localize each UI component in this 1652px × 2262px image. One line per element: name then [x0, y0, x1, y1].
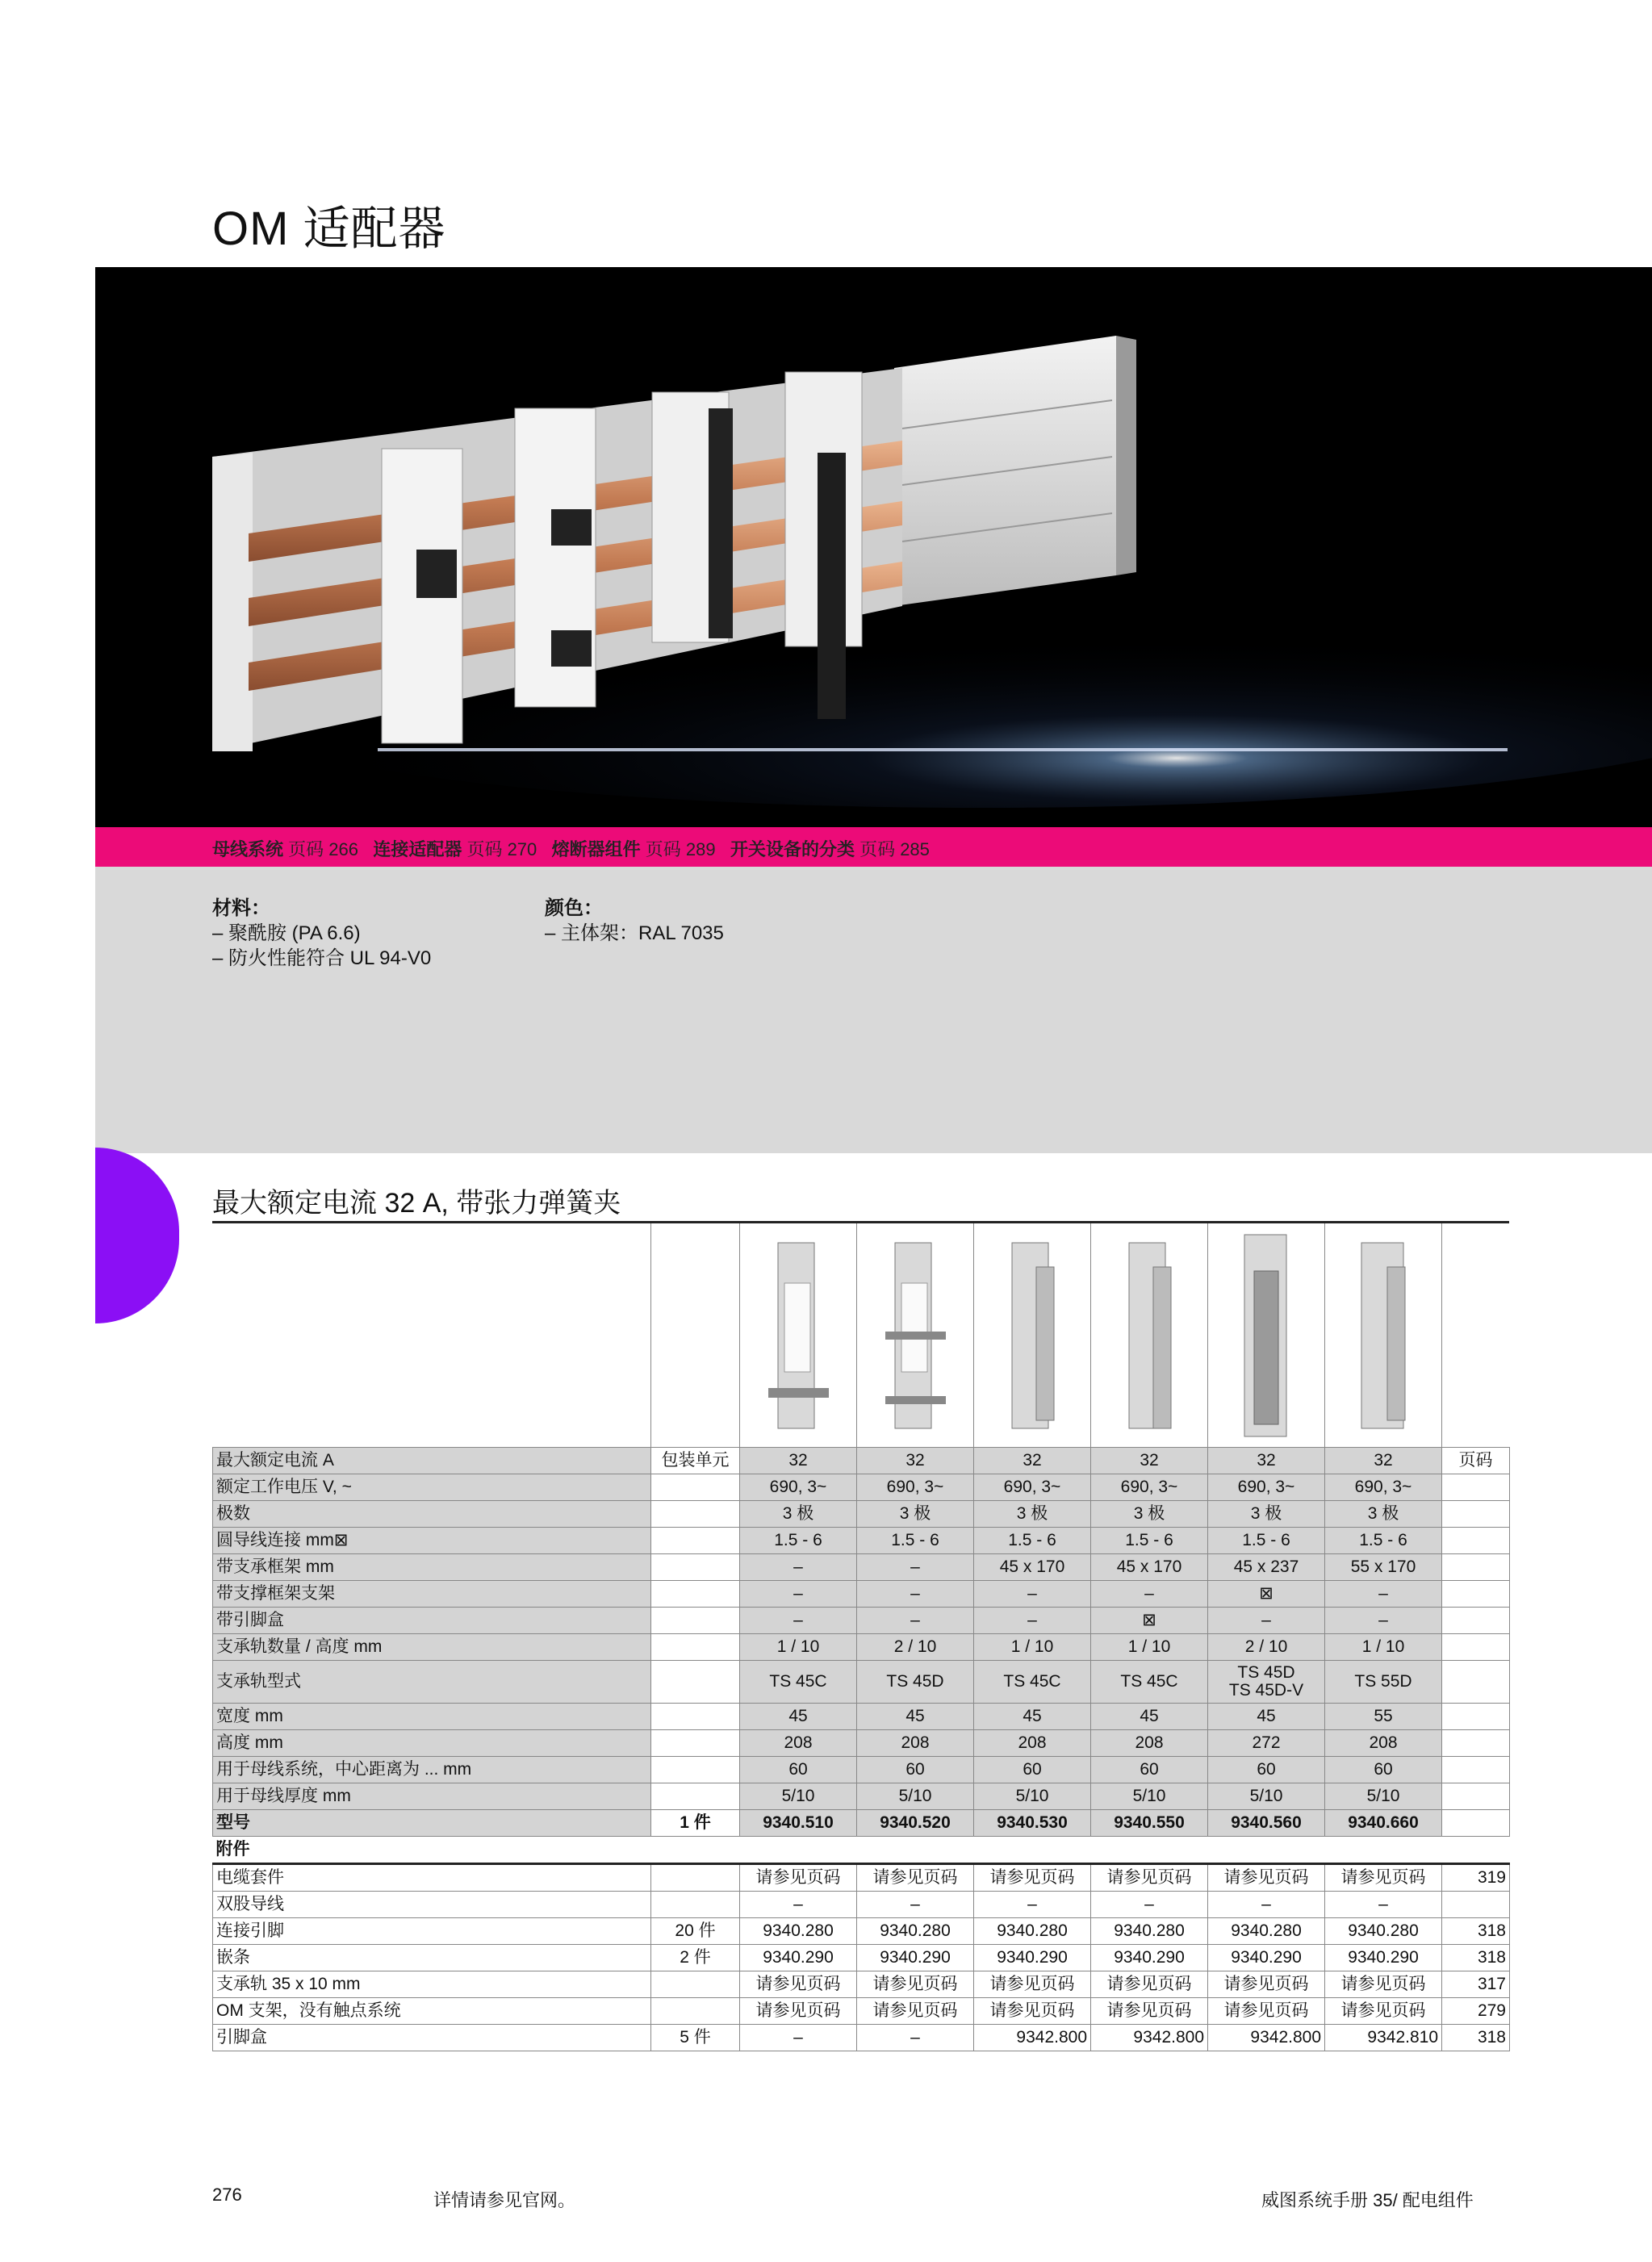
value-cell: 9340.290	[974, 1945, 1091, 1971]
row-label: 带支承框架 mm	[213, 1554, 651, 1581]
value-cell: 9340.660	[1325, 1810, 1442, 1837]
value-cell: 9340.280	[1091, 1918, 1208, 1945]
value-cell: 请参见页码	[1325, 1971, 1442, 1998]
value-cell: 32	[1091, 1448, 1208, 1474]
page-ref-cell	[1442, 1501, 1510, 1528]
value-cell: 请参见页码	[1208, 1864, 1325, 1892]
value-cell: –	[1091, 1581, 1208, 1608]
pack-unit-cell	[651, 1581, 740, 1608]
value-cell: –	[974, 1581, 1091, 1608]
value-cell: TS 45D	[857, 1661, 974, 1704]
spec-row	[213, 1730, 1510, 1757]
accessory-row	[213, 1864, 1510, 1892]
value-cell: 1.5 - 6	[1091, 1528, 1208, 1554]
value-cell: 1.5 - 6	[1325, 1528, 1442, 1554]
accessory-row	[213, 2025, 1510, 2051]
value-cell: 9342.800	[1091, 2025, 1208, 2051]
value-cell: 5/10	[740, 1783, 857, 1810]
product-thumb-3	[974, 1223, 1091, 1448]
ref-fuse-name[interactable]: 熔断器组件	[551, 839, 641, 859]
product-thumb-1	[740, 1223, 857, 1448]
value-cell: 9340.510	[740, 1810, 857, 1837]
value-cell: 请参见页码	[1325, 1864, 1442, 1892]
pack-unit-cell	[651, 1634, 740, 1661]
page-number: 276	[212, 2185, 242, 2205]
row-label: 支承轨型式	[213, 1661, 651, 1704]
row-label: 电缆套件	[213, 1864, 651, 1892]
value-cell: –	[1091, 1892, 1208, 1918]
spec-row	[213, 1501, 1510, 1528]
value-cell: 3 极	[857, 1501, 974, 1528]
value-cell: TS 55D	[1325, 1661, 1442, 1704]
value-cell: 5/10	[1325, 1783, 1442, 1810]
value-cell: 请参见页码	[740, 1864, 857, 1892]
pack-unit-cell	[651, 1971, 740, 1998]
value-cell: 60	[1208, 1757, 1325, 1783]
page-title: OM 适配器	[212, 203, 446, 255]
page-ref-cell	[1442, 1757, 1510, 1783]
value-cell: 5/10	[1208, 1783, 1325, 1810]
pack-unit-cell	[651, 1608, 740, 1634]
section-marker-tab	[95, 1148, 179, 1323]
pack-unit-cell	[651, 1730, 740, 1757]
value-cell: 45 x 170	[974, 1554, 1091, 1581]
value-cell: 690, 3~	[974, 1474, 1091, 1501]
color-line: – 主体架：RAL 7035	[545, 922, 724, 944]
page-ref-cell	[1442, 1892, 1510, 1918]
value-cell: –	[1325, 1608, 1442, 1634]
value-cell: 32	[740, 1448, 857, 1474]
value-cell: 690, 3~	[1091, 1474, 1208, 1501]
value-cell: 9340.530	[974, 1810, 1091, 1837]
value-cell: 2 / 10	[1208, 1634, 1325, 1661]
value-cell: 272	[1208, 1730, 1325, 1757]
value-cell: –	[1208, 1892, 1325, 1918]
value-cell: 9342.800	[974, 2025, 1091, 2051]
pack-unit-cell: 包装单元	[651, 1448, 740, 1474]
model-number-row	[213, 1810, 1510, 1837]
value-cell: 60	[857, 1757, 974, 1783]
row-label: 支承轨 35 x 10 mm	[213, 1971, 651, 1998]
pack-unit-cell	[651, 1757, 740, 1783]
value-cell: 9340.290	[1091, 1945, 1208, 1971]
value-cell: 1.5 - 6	[974, 1528, 1091, 1554]
value-cell: –	[740, 1581, 857, 1608]
value-cell: 60	[974, 1757, 1091, 1783]
value-cell: 9340.280	[857, 1918, 974, 1945]
value-cell: 9340.290	[1208, 1945, 1325, 1971]
spec-table	[212, 1223, 1510, 2051]
value-cell: –	[857, 1581, 974, 1608]
row-label: 连接引脚	[213, 1918, 651, 1945]
product-thumb-6	[1325, 1223, 1442, 1448]
value-cell: –	[974, 1608, 1091, 1634]
value-cell: –	[857, 2025, 974, 2051]
spec-row	[213, 1554, 1510, 1581]
page-ref-cell	[1442, 1554, 1510, 1581]
material-line: – 聚酰胺 (PA 6.6)	[212, 922, 361, 944]
value-cell: 请参见页码	[857, 1864, 974, 1892]
value-cell: 请参见页码	[740, 1971, 857, 1998]
spec-row	[213, 1448, 1510, 1474]
ref-busbar-page[interactable]: 页码 266	[288, 839, 358, 859]
value-cell: 2 / 10	[857, 1634, 974, 1661]
value-cell: TS 45C	[740, 1661, 857, 1704]
product-thumb-5	[1208, 1223, 1325, 1448]
value-cell: 1.5 - 6	[740, 1528, 857, 1554]
value-cell: 45 x 170	[1091, 1554, 1208, 1581]
row-label: 高度 mm	[213, 1730, 651, 1757]
value-cell: 请参见页码	[974, 1971, 1091, 1998]
value-cell: ⊠	[1091, 1608, 1208, 1634]
pack-unit-cell: 1 件	[651, 1810, 740, 1837]
value-cell: 208	[740, 1730, 857, 1757]
row-label: 带支撑框架支架	[213, 1581, 651, 1608]
value-cell: 请参见页码	[1091, 1998, 1208, 2025]
value-cell: 请参见页码	[857, 1998, 974, 2025]
page-ref-cell: 318	[1442, 1918, 1510, 1945]
value-cell: 55 x 170	[1325, 1554, 1442, 1581]
accessories-header-row	[213, 1837, 1510, 1864]
spec-row	[213, 1757, 1510, 1783]
value-cell: 45	[1091, 1704, 1208, 1730]
pack-unit-cell	[651, 1474, 740, 1501]
value-cell: 45	[974, 1704, 1091, 1730]
pack-unit-cell	[651, 1528, 740, 1554]
value-cell: –	[1325, 1892, 1442, 1918]
hero-product-image	[95, 267, 1652, 827]
row-label: 双股导线	[213, 1892, 651, 1918]
page-ref-cell: 279	[1442, 1998, 1510, 2025]
value-cell: 9340.280	[974, 1918, 1091, 1945]
value-cell: 208	[1325, 1730, 1442, 1757]
page-ref-cell	[1442, 1474, 1510, 1501]
page-ref-cell: 319	[1442, 1864, 1510, 1892]
value-cell: 5/10	[857, 1783, 974, 1810]
row-label: 圆导线连接 mm⊠	[213, 1528, 651, 1554]
value-cell: 60	[740, 1757, 857, 1783]
value-cell: 45 x 237	[1208, 1554, 1325, 1581]
value-cell: 请参见页码	[974, 1998, 1091, 2025]
section-title: 最大额定电流 32 A, 带张力弹簧夹	[212, 1188, 621, 1219]
value-cell: 3 极	[740, 1501, 857, 1528]
pack-unit-cell	[651, 1783, 740, 1810]
footer-title: 威图系统手册 35/ 配电组件	[1261, 2190, 1474, 2210]
color-block	[545, 896, 724, 946]
spec-row	[213, 1474, 1510, 1501]
pack-unit-cell	[651, 1661, 740, 1704]
value-cell: 208	[974, 1730, 1091, 1757]
value-cell: 3 极	[974, 1501, 1091, 1528]
accessory-row	[213, 1971, 1510, 1998]
material-heading: 材料：	[212, 897, 270, 919]
spec-row	[213, 1704, 1510, 1730]
value-cell: 9340.290	[740, 1945, 857, 1971]
accessory-row	[213, 1918, 1510, 1945]
value-cell: TS 45C	[974, 1661, 1091, 1704]
row-label: 最大额定电流 A	[213, 1448, 651, 1474]
row-label: 嵌条	[213, 1945, 651, 1971]
material-block	[212, 896, 431, 971]
page-ref-cell	[1442, 1634, 1510, 1661]
page-ref-cell: 317	[1442, 1971, 1510, 1998]
row-label: 型号	[213, 1810, 651, 1837]
value-cell: –	[740, 2025, 857, 2051]
page-ref-cell	[1442, 1661, 1510, 1704]
value-cell: 55	[1325, 1704, 1442, 1730]
value-cell: 690, 3~	[1325, 1474, 1442, 1501]
spec-row	[213, 1528, 1510, 1554]
ref-adapter-name[interactable]: 连接适配器	[373, 839, 462, 859]
value-cell: 9340.520	[857, 1810, 974, 1837]
pack-unit-cell	[651, 1704, 740, 1730]
spec-row	[213, 1634, 1510, 1661]
value-cell: 3 极	[1325, 1501, 1442, 1528]
accessory-row	[213, 1998, 1510, 2025]
pack-unit-cell	[651, 1554, 740, 1581]
row-label: 带引脚盒	[213, 1608, 651, 1634]
value-cell: 5/10	[974, 1783, 1091, 1810]
page-ref-cell	[1442, 1810, 1510, 1837]
page-ref-cell: 页码	[1442, 1448, 1510, 1474]
pack-unit-cell	[651, 1864, 740, 1892]
value-cell: 3 极	[1208, 1501, 1325, 1528]
value-cell: 32	[1325, 1448, 1442, 1474]
footer-note: 详情请参见官网。	[433, 2190, 576, 2210]
value-cell: 9340.550	[1091, 1810, 1208, 1837]
value-cell: TS 45C	[1091, 1661, 1208, 1704]
accessory-row	[213, 1892, 1510, 1918]
spec-row	[213, 1661, 1510, 1704]
value-cell: 5/10	[1091, 1783, 1208, 1810]
row-label: 支承轨数量 / 高度 mm	[213, 1634, 651, 1661]
value-cell: 1 / 10	[1325, 1634, 1442, 1661]
product-image-row	[213, 1223, 1510, 1448]
pack-unit-cell	[651, 1998, 740, 2025]
value-cell: 1 / 10	[740, 1634, 857, 1661]
spec-row	[213, 1783, 1510, 1810]
value-cell: 请参见页码	[1091, 1971, 1208, 1998]
accessory-row	[213, 1945, 1510, 1971]
value-cell: 45	[857, 1704, 974, 1730]
value-cell: 请参见页码	[1208, 1998, 1325, 2025]
value-cell: 请参见页码	[1325, 1998, 1442, 2025]
value-cell: 60	[1325, 1757, 1442, 1783]
value-cell: 690, 3~	[1208, 1474, 1325, 1501]
row-label: 宽度 mm	[213, 1704, 651, 1730]
row-label: OM 支架，没有触点系统	[213, 1998, 651, 2025]
spec-row	[213, 1581, 1510, 1608]
value-cell: –	[740, 1892, 857, 1918]
color-heading: 颜色：	[545, 897, 603, 919]
pack-unit-cell	[651, 1501, 740, 1528]
ref-fuse-page[interactable]: 页码 289	[645, 839, 716, 859]
value-cell: 9342.800	[1208, 2025, 1325, 2051]
ref-adapter-page[interactable]: 页码 270	[466, 839, 537, 859]
value-cell: 60	[1091, 1757, 1208, 1783]
reference-links	[212, 836, 930, 861]
value-cell: 9340.280	[1208, 1918, 1325, 1945]
page-ref-cell	[1442, 1704, 1510, 1730]
value-cell: –	[740, 1554, 857, 1581]
page-ref-cell	[1442, 1608, 1510, 1634]
page-ref-cell: 318	[1442, 1945, 1510, 1971]
value-cell: 32	[974, 1448, 1091, 1474]
row-label: 用于母线厚度 mm	[213, 1783, 651, 1810]
page-ref-cell	[1442, 1730, 1510, 1757]
ref-switch-name[interactable]: 开关设备的分类	[730, 839, 855, 859]
value-cell: 32	[1208, 1448, 1325, 1474]
value-cell: 请参见页码	[1208, 1971, 1325, 1998]
value-cell: 690, 3~	[740, 1474, 857, 1501]
row-label: 引脚盒	[213, 2025, 651, 2051]
product-thumb-4	[1091, 1223, 1208, 1448]
spec-row	[213, 1608, 1510, 1634]
ref-busbar-name[interactable]: 母线系统	[212, 839, 284, 859]
page-ref-cell	[1442, 1528, 1510, 1554]
value-cell: 请参见页码	[974, 1864, 1091, 1892]
value-cell: 3 极	[1091, 1501, 1208, 1528]
value-cell: 请参见页码	[740, 1998, 857, 2025]
value-cell: 9340.280	[1325, 1918, 1442, 1945]
page-ref-cell	[1442, 1581, 1510, 1608]
value-cell: 9342.810	[1325, 2025, 1442, 2051]
pack-unit-cell	[651, 1892, 740, 1918]
page-ref-cell	[1442, 1783, 1510, 1810]
ref-switch-page[interactable]: 页码 285	[859, 839, 930, 859]
value-cell: 1.5 - 6	[857, 1528, 974, 1554]
value-cell: 1.5 - 6	[1208, 1528, 1325, 1554]
value-cell: –	[857, 1892, 974, 1918]
value-cell: –	[857, 1554, 974, 1581]
page-ref-cell: 318	[1442, 2025, 1510, 2051]
value-cell: –	[740, 1608, 857, 1634]
value-cell: 9340.560	[1208, 1810, 1325, 1837]
value-cell: 45	[740, 1704, 857, 1730]
value-cell: 690, 3~	[857, 1474, 974, 1501]
value-cell: TS 45D TS 45D-V	[1208, 1661, 1325, 1704]
value-cell: 1 / 10	[974, 1634, 1091, 1661]
product-thumb-2	[857, 1223, 974, 1448]
value-cell: 请参见页码	[1091, 1864, 1208, 1892]
value-cell: 208	[1091, 1730, 1208, 1757]
pack-unit-cell: 2 件	[651, 1945, 740, 1971]
value-cell: –	[857, 1608, 974, 1634]
value-cell: –	[974, 1892, 1091, 1918]
value-cell: 45	[1208, 1704, 1325, 1730]
value-cell: 9340.290	[857, 1945, 974, 1971]
value-cell: 9340.290	[1325, 1945, 1442, 1971]
value-cell: –	[1325, 1581, 1442, 1608]
material-line: – 防火性能符合 UL 94-V0	[212, 947, 432, 969]
value-cell: 请参见页码	[857, 1971, 974, 1998]
value-cell: 32	[857, 1448, 974, 1474]
row-label: 额定工作电压 V, ~	[213, 1474, 651, 1501]
pack-unit-cell: 20 件	[651, 1918, 740, 1945]
value-cell: –	[1208, 1608, 1325, 1634]
row-label: 极数	[213, 1501, 651, 1528]
value-cell: 9340.280	[740, 1918, 857, 1945]
value-cell: ⊠	[1208, 1581, 1325, 1608]
pack-unit-cell: 5 件	[651, 2025, 740, 2051]
row-label: 用于母线系统，中心距离为 ... mm	[213, 1757, 651, 1783]
accessories-heading: 附件	[213, 1837, 1510, 1864]
value-cell: 208	[857, 1730, 974, 1757]
value-cell: 1 / 10	[1091, 1634, 1208, 1661]
